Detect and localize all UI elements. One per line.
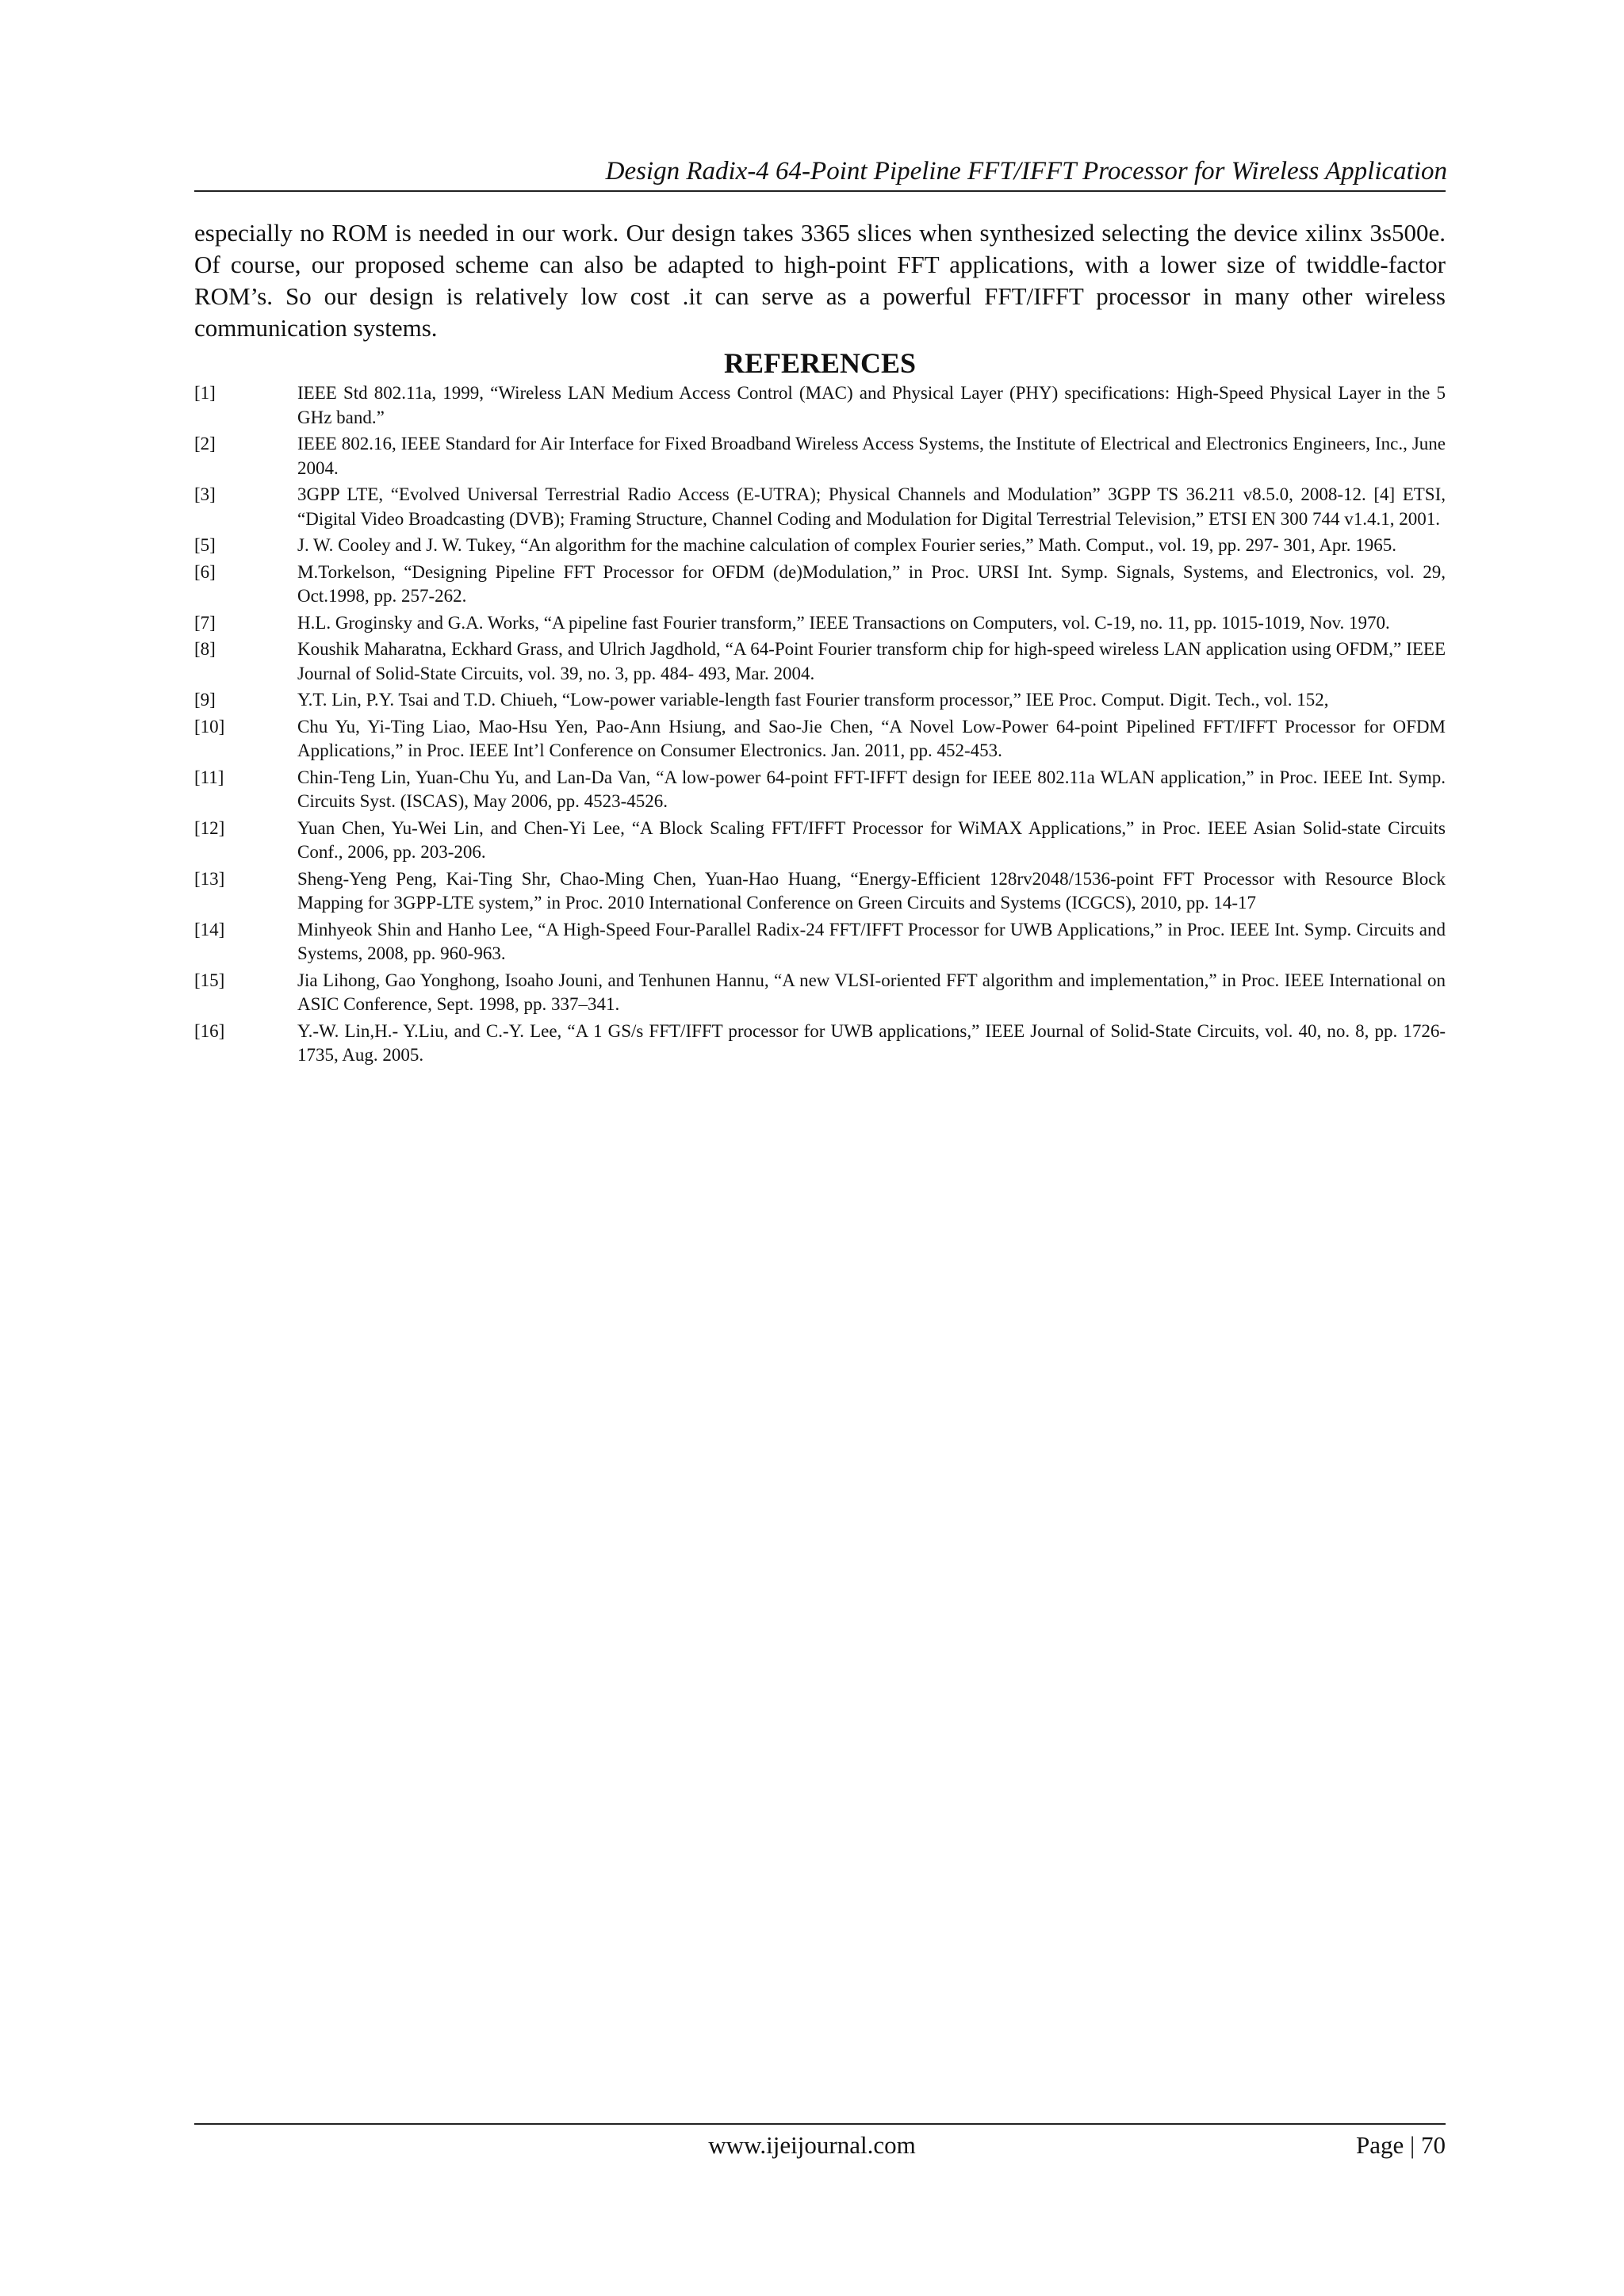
reference-number: [13] <box>194 868 225 889</box>
reference-item <box>194 766 1446 814</box>
header-rule <box>194 190 1446 192</box>
reference-item <box>194 561 1446 609</box>
reference-number: [2] <box>194 434 216 453</box>
reference-number: [9] <box>194 690 216 710</box>
reference-item <box>194 637 1446 686</box>
reference-text: Jia Lihong, Gao Yonghong, Isoaho Jouni, and Tenhunen Hannu, “A new VLSI-oriented FFT algorithm and implementation,” in Proc. IEEE International on ASIC Conference, Sept. 1998, pp. 337–341. <box>297 970 1446 1014</box>
reference-number: [15] <box>194 970 225 990</box>
reference-text: Sheng-Yeng Peng, Kai-Ting Shr, Chao-Ming Chen, Yuan-Hao Huang, “Energy-Efficient 128rv2048/1536-point FFT Processor with Resource Block Mapping for 3GPP-LTE system,” in Proc. 2010 International Conference on Green Circuits and Systems (ICGCS), 2010, pp. 14-17 <box>297 868 1446 913</box>
reference-number: [12] <box>194 817 225 838</box>
reference-item <box>194 1020 1446 1068</box>
reference-item <box>194 381 1446 430</box>
footer-rule <box>194 2123 1446 2125</box>
reference-number: [8] <box>194 639 216 659</box>
reference-number: [14] <box>194 919 225 939</box>
reference-text: Koushik Maharatna, Eckhard Grass, and Ulrich Jagdhold, “A 64-Point Fourier transform chip for high-speed wireless LAN application using OFDM,” IEEE Journal of Solid-State Circuits, vol. 39, no. 3, pp. 484- 493, Mar. 2004. <box>297 639 1446 683</box>
reference-text: Y.-W. Lin,H.- Y.Liu, and C.-Y. Lee, “A 1 GS/s FFT/IFFT processor for UWB applications,” IEEE Journal of Solid-State Circuits, vol. 40, no. 8, pp. 1726-1735, Aug. 2005. <box>297 1020 1446 1065</box>
references-list <box>194 381 1446 1073</box>
reference-item <box>194 918 1446 966</box>
reference-item <box>194 483 1446 531</box>
reference-number: [3] <box>194 484 216 504</box>
reference-text: Yuan Chen, Yu-Wei Lin, and Chen-Yi Lee, “A Block Scaling FFT/IFFT Processor for WiMAX Applications,” in Proc. IEEE Asian Solid-state Circuits Conf., 2006, pp. 203-206. <box>297 817 1446 862</box>
reference-item <box>194 969 1446 1017</box>
reference-item <box>194 715 1446 763</box>
reference-text: Minhyeok Shin and Hanho Lee, “A High-Speed Four-Parallel Radix-24 FFT/IFFT Processor for UWB Applications,” in Proc. IEEE Int. Symp. Circuits and Systems, 2008, pp. 960-963. <box>297 919 1446 963</box>
page-number: Page | 70 <box>1356 2131 1446 2159</box>
reference-text: IEEE Std 802.11a, 1999, “Wireless LAN Medium Access Control (MAC) and Physical Layer (PHY) specifications: High-Speed Physical Layer in the 5 GHz band.” <box>297 383 1446 427</box>
intro-paragraph: especially no ROM is needed in our work. Our design takes 3365 slices when synthesized selecting the device xilinx 3s500e. Of course, our proposed scheme can also be adapted to high-point FFT applications, with a lower size of twiddle-factor ROM’s. So our design is relatively low cost .it can serve as a powerful FFT/IFFT processor in many other wireless communication systems. <box>194 219 1446 342</box>
reference-number: [11] <box>194 767 224 787</box>
reference-text: Y.T. Lin, P.Y. Tsai and T.D. Chiueh, “Low-power variable-length fast Fourier transform processor,” IEE Proc. Comput. Digit. Tech., vol. 152, <box>297 690 1329 710</box>
reference-item <box>194 534 1446 558</box>
references-heading: REFERENCES <box>723 347 917 379</box>
reference-text: Chu Yu, Yi-Ting Liao, Mao-Hsu Yen, Pao-Ann Hsiung, and Sao-Jie Chen, “A Novel Low-Power 64-point Pipelined FFT/IFFT Processor for OFDM Applications,” in Proc. IEEE Int’l Conference on Consumer Electronics. Jan. 2011, pp. 452-453. <box>297 716 1446 760</box>
reference-item <box>194 688 1446 713</box>
reference-item <box>194 817 1446 865</box>
reference-text: 3GPP LTE, “Evolved Universal Terrestrial Radio Access (E-UTRA); Physical Channels and Modulation” 3GPP TS 36.211 v8.5.0, 2008-12. [4] ETSI, “Digital Video Broadcasting (DVB); Framing Structure, Channel Coding and Modulation for Digital Terrestrial Television,” ETSI EN 300 744 v1.4.1, 2001. <box>297 484 1446 529</box>
reference-number: [16] <box>194 1020 225 1041</box>
running-header-title: Design Radix-4 64-Point Pipeline FFT/IFFT Processor for Wireless Application <box>605 157 1447 186</box>
reference-text: M.Torkelson, “Designing Pipeline FFT Processor for OFDM (de)Modulation,” in Proc. URSI Int. Symp. Signals, Systems, and Electronics, vol. 29, Oct.1998, pp. 257-262. <box>297 561 1446 606</box>
reference-item <box>194 867 1446 916</box>
reference-number: [10] <box>194 716 225 737</box>
reference-text: Chin-Teng Lin, Yuan-Chu Yu, and Lan-Da Van, “A low-power 64-point FFT-IFFT design for IEEE 802.11a WLAN application,” in Proc. IEEE Int. Symp. Circuits Syst. (ISCAS), May 2006, pp. 4523-4526. <box>297 767 1446 811</box>
reference-item <box>194 611 1446 636</box>
reference-text: IEEE 802.16, IEEE Standard for Air Interface for Fixed Broadband Wireless Access Systems, the Institute of Electrical and Electronics Engineers, Inc., June 2004. <box>297 434 1446 478</box>
reference-number: [7] <box>194 612 216 633</box>
footer-url: www.ijeijournal.com <box>708 2131 916 2159</box>
reference-number: [5] <box>194 535 216 555</box>
reference-number: [6] <box>194 561 216 582</box>
reference-text: J. W. Cooley and J. W. Tukey, “An algorithm for the machine calculation of complex Fourier series,” Math. Comput., vol. 19, pp. 297- 301, Apr. 1965. <box>297 535 1397 555</box>
reference-item <box>194 432 1446 480</box>
reference-number: [1] <box>194 383 216 403</box>
reference-text: H.L. Groginsky and G.A. Works, “A pipeline fast Fourier transform,” IEEE Transactions on Computers, vol. C-19, no. 11, pp. 1015-1019, Nov. 1970. <box>297 612 1390 633</box>
